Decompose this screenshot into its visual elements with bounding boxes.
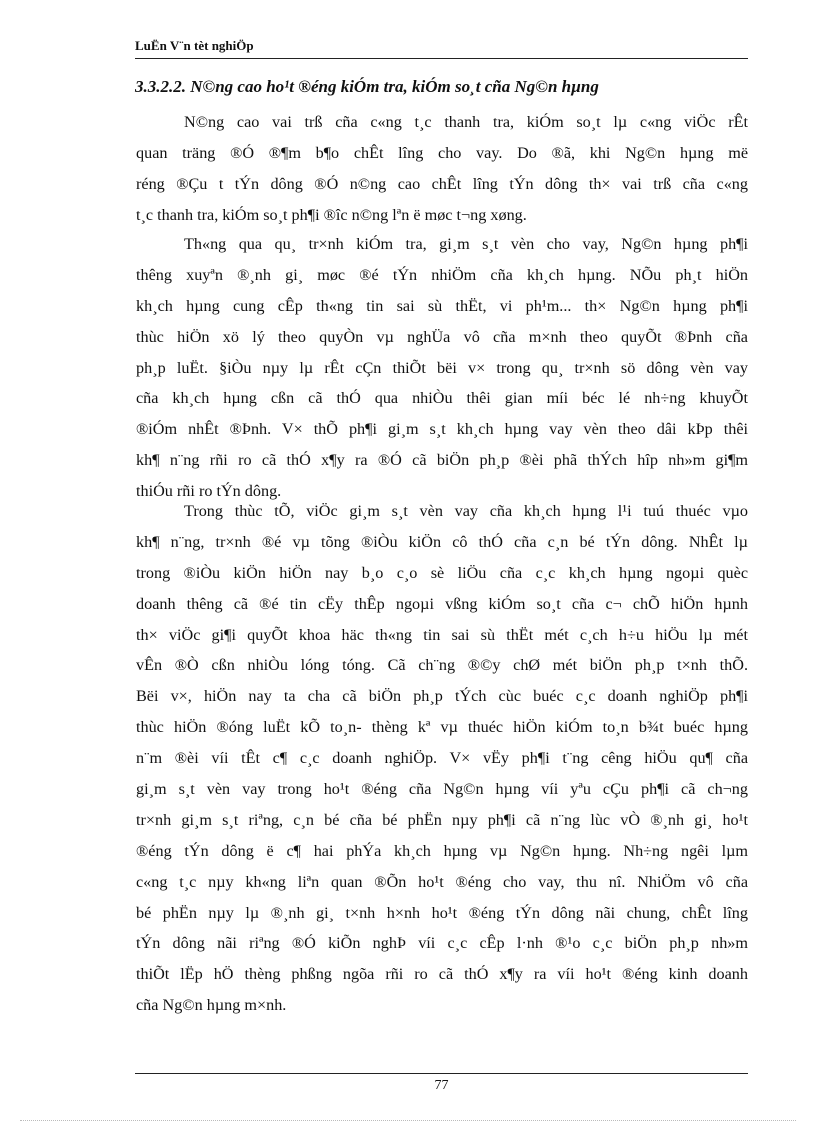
- text-line: thiÕt lËp hÖ thèng phßng ngõa rñi ro cã thÓ x¶y ra víi ho¹t ®éng kinh doanh: [136, 965, 748, 984]
- paragraph-3: [136, 496, 748, 1021]
- text-line: thùc hiÖn xö lý theo quyÒn vµ nghÜa vô cña m×nh theo quyÕt ®Þnh cña: [136, 327, 748, 346]
- text-line: ®éng tÝn dông ë c¶ hai phÝa kh¸ch hµng vµ Ng©n hµng. Nh÷ng ngêi lµm: [136, 841, 748, 860]
- text-line: N©ng cao vai trß cña c«ng t¸c thanh tra, kiÓm so¸t lµ c«ng viÖc rÊt: [184, 113, 748, 131]
- text-line: thêng xuyªn ®¸nh gi¸ møc ®é tÝn nhiÖm cña kh¸ch hµng. NÕu ph¸t hiÖn: [136, 265, 748, 284]
- text-line: ph¸p luËt. §iÒu nµy lµ rÊt cÇn thiÕt bëi v× trong qu¸ tr×nh sö dông vèn vay: [136, 358, 748, 377]
- text-line: Trong thùc tÕ, viÖc gi¸m s¸t vèn vay cña kh¸ch hµng l¹i tuú thuéc vµo: [184, 502, 748, 520]
- text-line: th× viÖc gi¶i quyÕt khoa häc th«ng tin sai sù thËt mét c¸ch h÷u hiÖu lµ mét: [136, 625, 748, 644]
- text-line: n¨m ®èi víi tÊt c¶ c¸c doanh nghiÖp. V× vËy ph¶i t¨ng cêng hiÖu qu¶ cña: [136, 749, 748, 768]
- section-heading: 3.3.2.2. N©ng cao ho¹t ®éng kiÓm tra, kiÓm so¸t cña Ng©n hµng: [135, 77, 599, 96]
- text-line: kh¸ch hµng cung cÊp th«ng tin sai sù thËt, vi ph¹m... th× Ng©n hµng ph¶i: [136, 296, 748, 315]
- text-line: c«ng t¸c nµy kh«ng liªn quan ®Õn ho¹t ®éng cho vay, thu nî. NhiÖm vô cña: [136, 872, 748, 891]
- header-divider: [135, 58, 748, 59]
- text-line: quan träng ®Ó ®¶m b¶o chÊt lîng cho vay. Do ®ã, khi Ng©n hµng më: [136, 143, 748, 162]
- text-line: tr×nh gi¸m s¸t riªng, c¸n bé cña bé phËn nµy ph¶i cã n¨ng lùc vÒ ®¸nh gi¸ ho¹t: [136, 810, 748, 829]
- text-line: trong ®iÒu kiÖn hiÖn nay b¸o c¸o sè liÖu cña c¸c kh¸ch hµng ngoµi quèc: [136, 563, 748, 582]
- text-line: réng ®Çu t tÝn dông ®Ó n©ng cao chÊt lîng tÝn dông th× vai trß cña c«ng: [136, 174, 748, 193]
- text-line: Th«ng qua qu¸ tr×nh kiÓm tra, gi¸m s¸t vèn cho vay, Ng©n hµng ph¶i: [184, 235, 748, 253]
- footer-divider: [135, 1073, 748, 1074]
- text-line: thùc hiÖn ®óng luËt kÕ to¸n- thèng kª vµ thuéc hiÖn kiÓm to¸n b¾t buéc hµng: [136, 718, 748, 737]
- text-line: kh¶ n¨ng rñi ro cã thÓ x¶y ra ®Ó cã biÖn ph¸p ®èi phã thÝch hîp nh»m gi¶m: [136, 451, 748, 470]
- text-line: t¸c thanh tra, kiÓm so¸t ph¶i ®îc n©ng lªn ë møc t¬ng xøng.: [136, 205, 527, 224]
- text-line: vÊn ®Ò cßn nhiÒu lóng tóng. Cã ch¨ng ®©y chØ mét biÖn ph¸p t×nh thÕ.: [136, 656, 748, 675]
- text-line: gi¸m s¸t vèn vay trong ho¹t ®éng cña Ng©n hµng víi yªu cÇu ph¶i cã ch¬ng: [136, 780, 748, 799]
- text-line: Bëi v×, hiÖn nay ta cha cã biÖn ph¸p tÝch cùc buéc c¸c doanh nghiÖp ph¶i: [136, 687, 748, 706]
- paragraph-1: [136, 107, 748, 231]
- text-line: ®iÓm nhÊt ®Þnh. V× thÕ ph¶i gi¸m s¸t kh¸ch hµng vay vèn theo dâi kÞp thêi: [136, 420, 748, 439]
- document-header: LuËn V¨n tèt nghiÖp: [135, 38, 254, 53]
- text-line: cña Ng©n hµng m×nh.: [136, 996, 287, 1015]
- text-line: kh¶ n¨ng, tr×nh ®é vµ tõng ®iÒu kiÖn cô thÓ cña c¸n bé tÝn dông. NhÊt lµ: [136, 532, 748, 551]
- text-line: bé phËn nµy lµ ®¸nh gi¸ t×nh h×nh ho¹t ®éng tÝn dông nãi chung, chÊt lîng: [136, 903, 748, 922]
- page-number: 77: [434, 1078, 449, 1093]
- page-edge-divider: [20, 1120, 796, 1121]
- paragraph-2: [136, 229, 748, 507]
- text-line: doanh thêng cã ®é tin cËy thÊp ngoµi vßng kiÓm so¸t cña c¬ chÕ hiÖn hµnh: [136, 594, 748, 613]
- text-line: thiÓu rñi ro tÝn dông.: [136, 482, 282, 501]
- text-line: tÝn dông nãi riªng ®Ó kiÕn nghÞ víi c¸c cÊp l·nh ®¹o c¸c biÖn ph¸p nh»m: [136, 934, 748, 953]
- text-line: cña kh¸ch hµng cßn cã thÓ qua nhiÒu thêi gian míi béc lé nh÷ng khuyÕt: [136, 389, 748, 408]
